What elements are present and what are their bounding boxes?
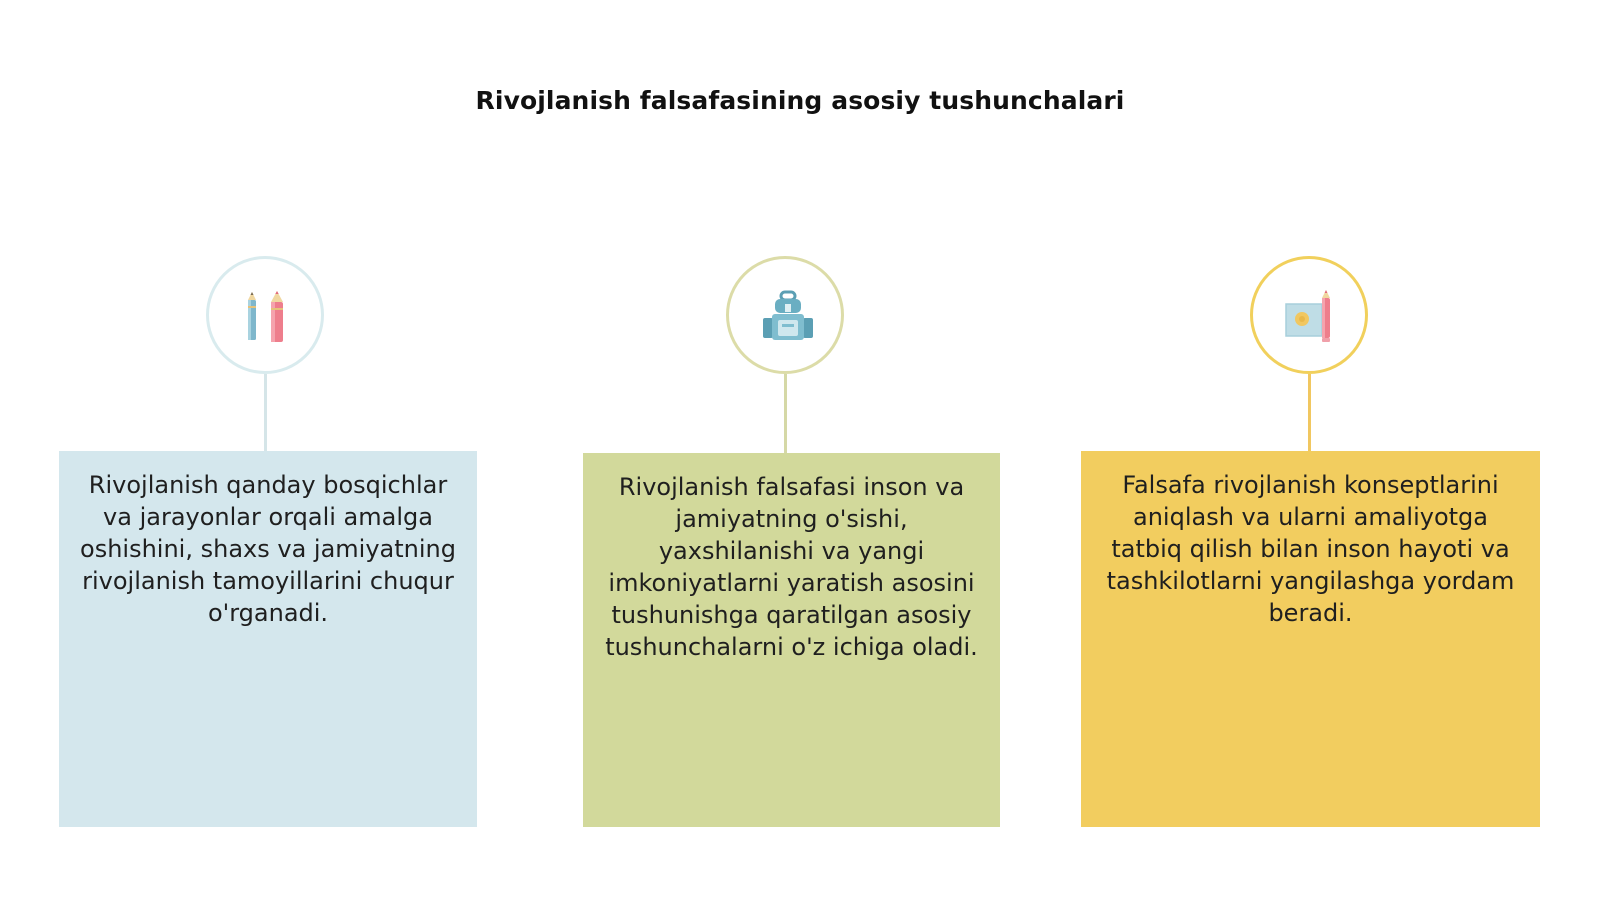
backpack-icon [758,288,818,348]
connector-line [1308,374,1311,451]
concept-card-1 [59,451,477,827]
connector-line [784,374,787,453]
concept-card-2 [583,453,1000,827]
drawing-board-pencil-icon [1282,288,1342,348]
backpack-icon-circle [726,256,844,374]
card-text: Rivojlanish qanday bosqichlar va jarayonlar orqali amalga oshishini, shaxs va jamiyatning rivojlanish tamoyillarini chuqur o'rganadi. [80,471,456,627]
drawing-board-icon-circle [1250,256,1368,374]
connector-line [264,374,267,451]
card-text: Rivojlanish falsafasi inson va jamiyatning o'sishi, yaxshilanishi va yangi imkoniyatlarni yaratish asosini tushunishga qaratilgan asosiy tushunchalarni o'z ichiga oladi. [605,473,978,661]
pencils-icon [238,288,298,348]
concept-card-3 [1081,451,1540,827]
pencils-icon-circle [206,256,324,374]
page-title: Rivojlanish falsafasining asosiy tushunchalari [475,86,1125,115]
card-text: Falsafa rivojlanish konseptlarini aniqlash va ularni amaliyotga tatbiq qilish bilan inson hayoti va tashkilotlarni yangilashga yordam beradi. [1106,471,1515,627]
